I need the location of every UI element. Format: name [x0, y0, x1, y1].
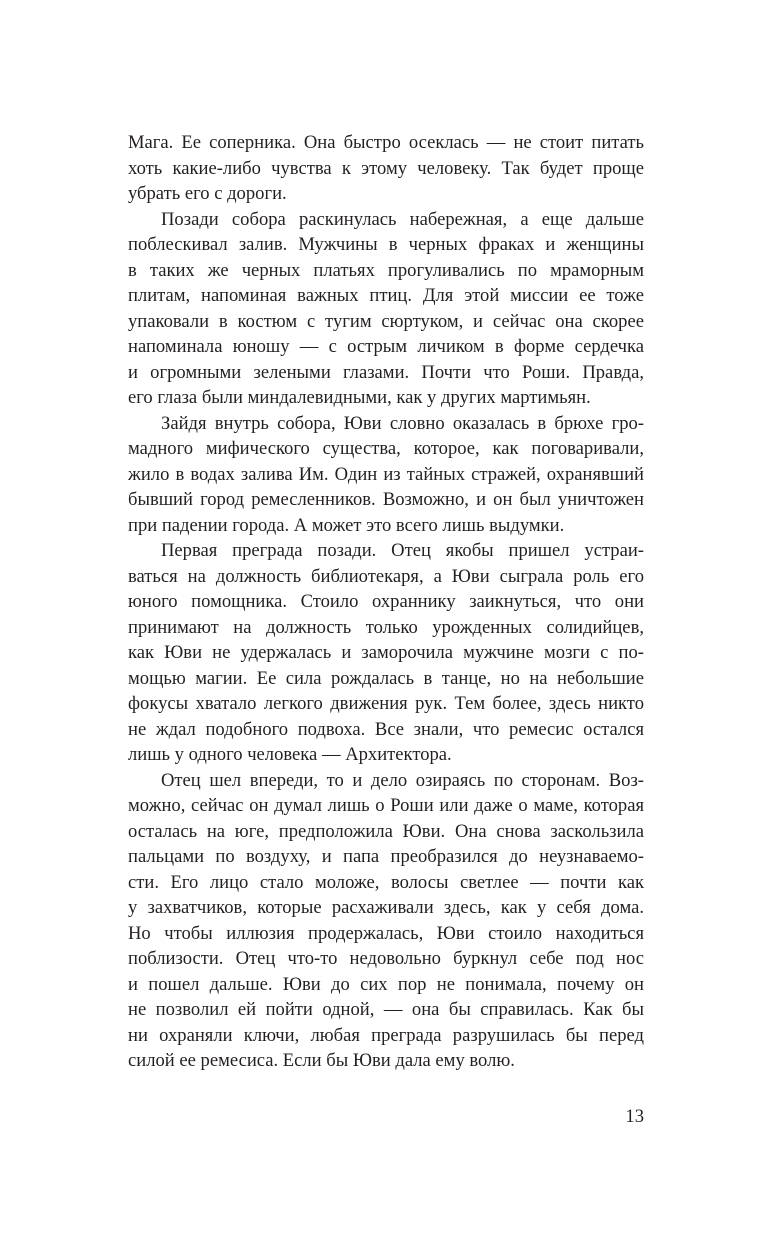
text-line: Позади собора раскинулась набережная, а еще дальше — [161, 208, 644, 230]
text-line: напоминала юношу — с острым личиком в форме сердечка — [128, 336, 644, 357]
text-line: хоть какие-либо чувства к этому человеку. Так будет проще — [128, 157, 644, 179]
text-line: и огромными зелеными глазами. Почти что Роши. Правда, — [128, 361, 644, 383]
text-line: мадного мифического существа, которое, как поговаривали, — [128, 438, 644, 459]
text-line: ваться на должность библиотекаря, а Юви сыграла роль его — [128, 565, 644, 587]
text-line: плитам, напоминая важных птиц. Для этой миссии ее тоже — [128, 285, 644, 306]
paragraph — [128, 768, 644, 1074]
text-line: мощью магии. Ее сила рождалась в танце, но на небольшие — [128, 667, 644, 689]
text-line: фокусы хватало легкого движения рук. Тем более, здесь никто — [128, 693, 644, 714]
paragraph — [128, 207, 644, 411]
text-line: осталась на юге, предположила Юви. Она снова заскользила — [128, 820, 644, 842]
text-line: жило в водах залива Им. Один из тайных стражей, охранявший — [128, 463, 644, 485]
text-line: ни охраняли ключи, любая преграда разрушилась бы перед — [128, 1024, 644, 1046]
text-line: у захватчиков, которые расхаживали здесь, как у себя дома. — [128, 897, 644, 918]
text-line: не позволил ей пойти одной, — она бы справилась. Как бы — [128, 999, 644, 1020]
text-line: силой ее ремесиса. Если бы Юви дала ему волю. — [128, 1050, 515, 1071]
text-line: и пошел дальше. Юви до сих пор не понимала, почему он — [128, 973, 644, 995]
text-line: поблизости. Отец что-то недовольно буркнул себе под нос — [128, 948, 644, 969]
text-line: при падении города. А может это всего лишь выдумки. — [128, 514, 565, 536]
text-line: Отец шел впереди, то и дело озираясь по сторонам. Воз- — [161, 769, 644, 791]
text-line: бывший город ремесленников. Возможно, и он был уничтожен — [128, 489, 644, 510]
text-line: убрать его с дороги. — [128, 183, 287, 204]
page-body-text — [128, 130, 644, 1074]
text-line: можно, сейчас он думал лишь о Роши или даже о маме, которая — [128, 795, 644, 816]
text-line: лишь у одного человека — Архитектора. — [128, 744, 452, 765]
text-line: пальцами по воздуху, и папа преобразился до неузнаваемо- — [128, 846, 644, 867]
page-number: 13 — [625, 1106, 644, 1127]
text-line: в таких же черных платьях прогуливались по мраморным — [128, 259, 644, 281]
text-line: как Юви не удержалась и заморочила мужчине мозги с по- — [128, 642, 644, 663]
text-line: Зайдя внутрь собора, Юви словно оказалась в брюхе гро- — [161, 412, 644, 434]
text-line: Но чтобы иллюзия продержалась, Юви стоило находиться — [128, 922, 644, 944]
text-line: поблескивал залив. Мужчины в черных фраках и женщины — [128, 234, 644, 255]
text-line: Первая преграда позади. Отец якобы пришел устраи- — [161, 540, 644, 561]
text-line: принимают на должность только урожденных солидийцев, — [128, 616, 644, 638]
text-line: упаковали в костюм с тугим сюртуком, и сейчас она скорее — [128, 310, 644, 332]
text-line: сти. Его лицо стало моложе, волосы светлее — почти как — [128, 871, 644, 893]
text-line: юного помощника. Стоило охраннику заикнуться, что они — [128, 591, 644, 612]
text-line: не ждал подобного подвоха. Все знали, что ремесис остался — [128, 718, 644, 740]
text-line: Мага. Ее соперника. Она быстро осеклась — не стоит питать — [128, 132, 644, 153]
paragraph — [128, 411, 644, 539]
paragraph — [128, 538, 644, 768]
paragraph — [128, 130, 644, 207]
text-line: его глаза были миндалевидными, как у других мартимьян. — [128, 387, 591, 408]
